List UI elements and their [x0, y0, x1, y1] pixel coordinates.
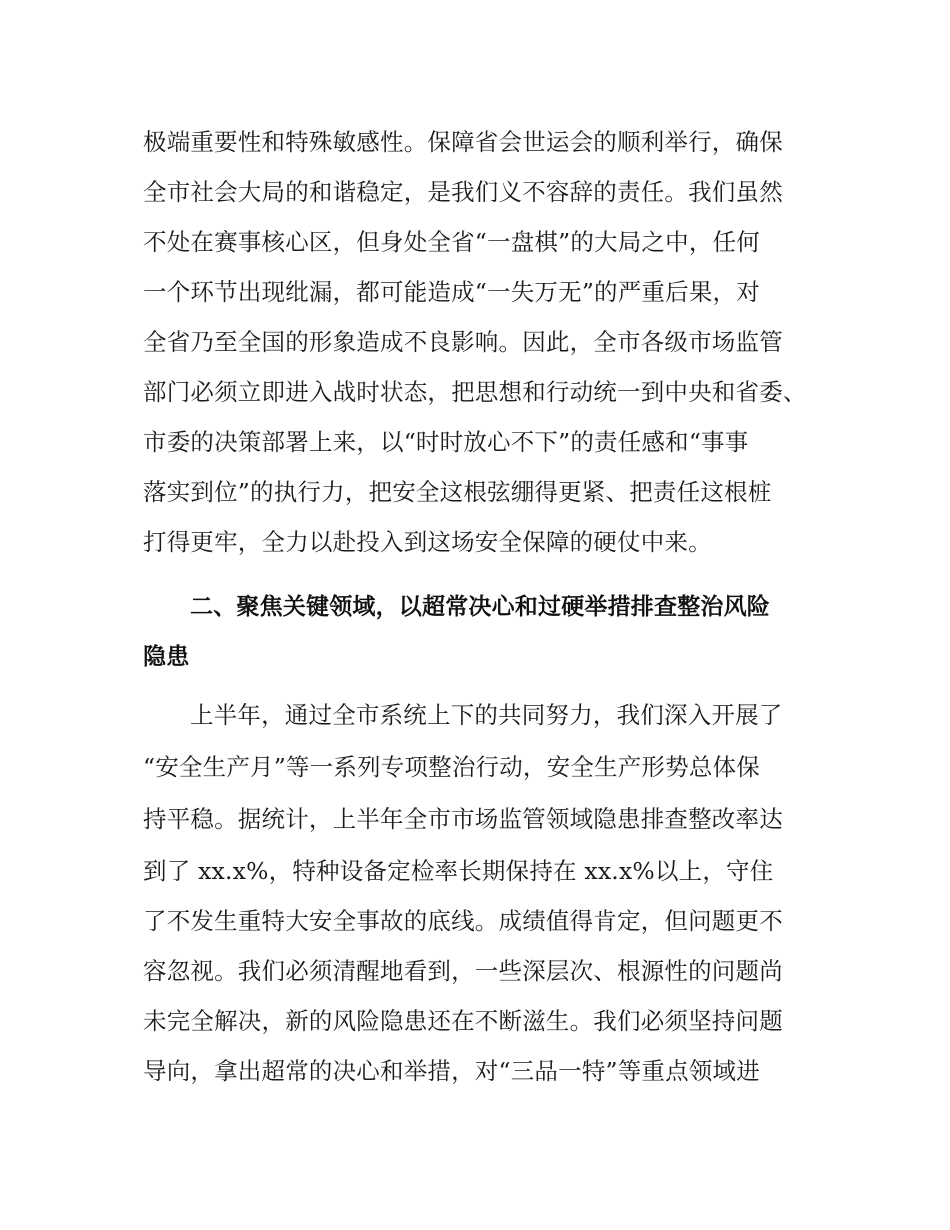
paragraph-line: 市委的决策部署上来，以“时时放心不下”的责任感和“事事 [143, 428, 749, 456]
paragraph-line: 全市社会大局的和谐稳定，是我们义不容辞的责任。我们虽然 [143, 178, 783, 206]
heading-line: 二、聚焦关键领域，以超常决心和过硬举措排查整治风险 [190, 594, 770, 620]
paragraph-line: 到了 xx.x%，特种设备定检率长期保持在 xx.x%以上，守住 [143, 857, 774, 885]
paragraph-line: 落实到位”的执行力，把安全这根弦绷得更紧、把责任这根桩 [143, 478, 772, 506]
heading-line: 隐患 [143, 644, 190, 670]
paragraph-line: “安全生产月”等一系列专项整治行动，安全生产形势总体保 [143, 753, 760, 781]
paragraph-line: 全省乃至全国的形象造成不良影响。因此，全市各级市场监管 [143, 328, 783, 356]
paragraph-line: 导向，拿出超常的决心和举措，对“三品一特”等重点领域进 [143, 1057, 760, 1085]
paragraph-line: 部门必须立即进入战时状态，把思想和行动统一到中央和省委、 [143, 378, 807, 406]
paragraph-line: 极端重要性和特殊敏感性。保障省会世运会的顺利举行，确保 [143, 128, 783, 156]
paragraph-line: 打得更牢，全力以赴投入到这场安全保障的硬仗中来。 [143, 528, 712, 556]
paragraph-line: 未完全解决，新的风险隐患还在不断滋生。我们必须坚持问题 [143, 1007, 783, 1035]
paragraph-line: 一个环节出现纰漏，都可能造成“一失万无”的严重后果，对 [143, 278, 760, 306]
paragraph-line: 上半年，通过全市系统上下的共同努力，我们深入开展了 [190, 701, 783, 729]
paragraph-line: 持平稳。据统计，上半年全市市场监管领域隐患排查整改率达 [143, 805, 783, 833]
paragraph-line: 了不发生重特大安全事故的底线。成绩值得肯定，但问题更不 [143, 907, 783, 935]
paragraph-line: 容忽视。我们必须清醒地看到，一些深层次、根源性的问题尚 [143, 957, 783, 985]
paragraph-line: 不处在赛事核心区，但身处全省“一盘棋”的大局之中，任何 [143, 228, 760, 256]
